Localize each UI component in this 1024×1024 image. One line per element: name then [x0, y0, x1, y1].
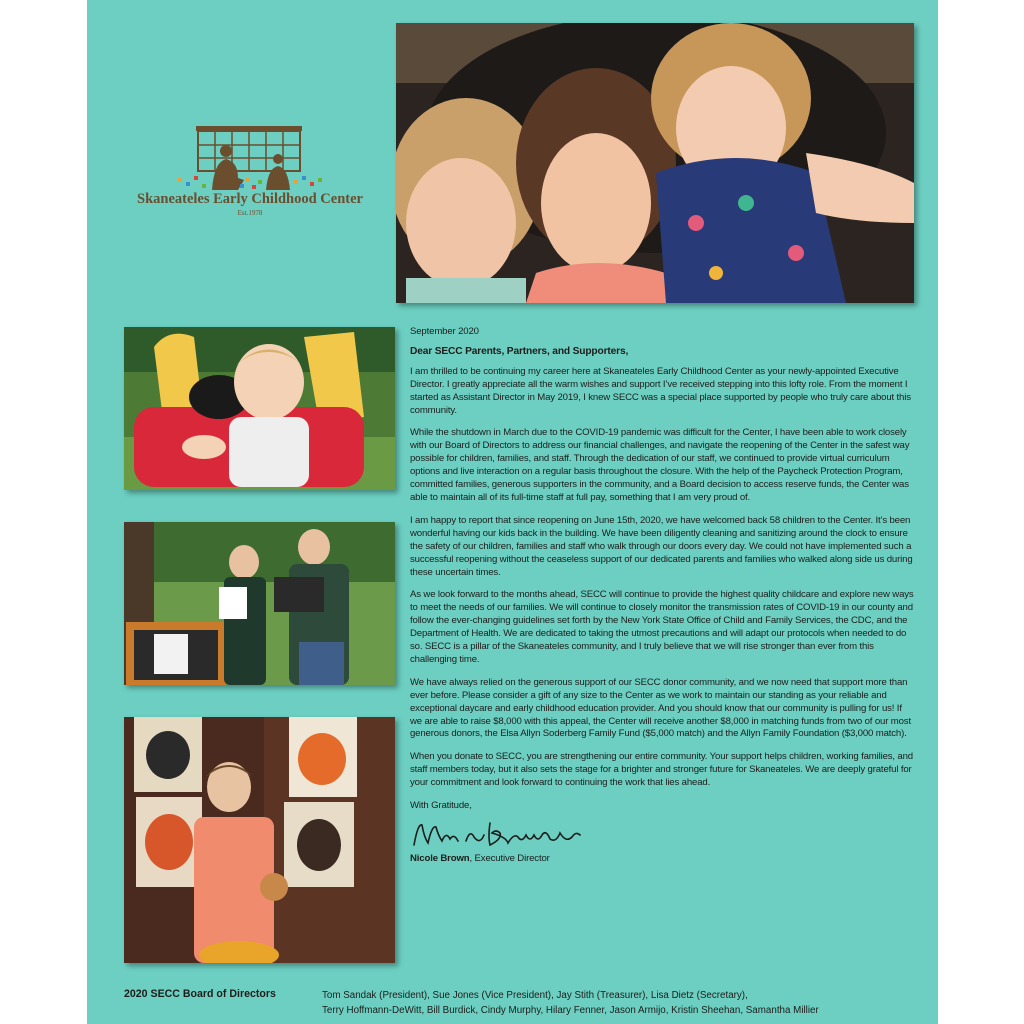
photo-staff-masks — [124, 522, 395, 685]
photo-three-girls — [396, 23, 914, 303]
board-members-line: Terry Hoffmann-DeWitt, Bill Burdick, Cindy Murphy, Hilary Fenner, Jason Armijo, Kristin Sheehan, Samantha Millier — [322, 1005, 819, 1016]
signer — [410, 853, 915, 866]
letter-paragraph: I am happy to report that since reopening on June 15th, 2020, we have welcomed back 58 children to the Center. It’s been wonderful having our kids back in the building. We have been diligently cleaning and sanitizing around the clock to ensure the safety of our children, families and staff who walk through our doors every day. We could not have implemented such a successful reopening without the ceaseless support of our dedicated parents and families who walked along side us during these uncertain times. — [410, 514, 913, 578]
signature-icon — [410, 815, 585, 851]
letter-paragraph: While the shutdown in March due to the COVID-19 pandemic was difficult for the Center, I have been able to work closely with our Board of Directors to address our financial challenges, and navigate the reopening of the Center in the safest way possible for children, families, and staff. Through the dedication of our staff, we continued to provide virtual curriculum options and live interaction on a regular basis throughout the closure. With the help of the Paycheck Protection Program, committed families, generous supporters in the community, and a Board decision to access reserve funds, the Center was able to maintain all of its full-time staff at full pay, something that I am very proud of. — [410, 427, 910, 503]
photo-toddler-car — [124, 327, 395, 490]
board-members — [322, 988, 922, 1018]
letter-paragraph: I am thrilled to be continuing my career here at Skaneateles Early Childhood Center as your newly-appointed Executive Director. I greatly appreciate all the warm wishes and support I’ve received stepping into this lofty role. From the moment I started as Assistant Director in May 2019, I knew SECC was a special place supported by people who truly care about this community. — [410, 365, 911, 416]
signer-name: Nicole Brown — [410, 853, 470, 864]
board-title: 2020 SECC Board of Directors — [124, 988, 276, 1000]
logo-established: Est.1978 — [237, 209, 263, 217]
letter-salutation: Dear SECC Parents, Partners, and Supporters, — [410, 345, 629, 357]
signer-title: , Executive Director — [469, 853, 550, 864]
letter-paragraph: We have always relied on the generous support of our SECC donor community, and we now need that support more than ever before. Please consider a gift of any size to the Center as we work to maintain our standing as your reliable and exceptional daycare and early childhood education provider. And you should know that our community is pulling for us! If we are able to raise $8,000 with this appeal, the Center will receive another $8,000 in matching funds from two of our most generous donors, the Elsa Allyn Soderberg Family Fund ($5,000 match) and the Allyn Family Foundation ($3,000 match). — [410, 676, 911, 740]
letter-date: September 2020 — [410, 326, 479, 337]
letter-paragraph: When you donate to SECC, you are strengthening our entire community. Your support helps children, working families, and staff members today, but it also sets the stage for a brighter and stronger future for Skaneateles. We are deeply grateful for your commitment and look forward to continuing the work that lies ahead. — [410, 751, 913, 789]
logo-name: Skaneateles Early Childhood Center — [137, 191, 363, 207]
letter-paragraph: As we look forward to the months ahead, SECC will continue to provide the highest quality childcare and explore new ways to meet the needs of our families. We will continue to closely monitor the transmission rates of COVID-19 in our county and follow the ever-changing guidelines set forth by the New York State Office of Child and Family Services, the CDC, and the Department of Health. We are dedicated to taking the utmost precautions and will adapt our protocols when needed to do so. SECC is a pillar of the Skaneateles community, and I truly believe that we will rise stronger than ever from this challenging time. — [410, 589, 914, 665]
photo-boy-artwork — [124, 717, 395, 963]
letter-body — [410, 326, 915, 866]
secc-logo — [126, 118, 374, 230]
letter-closing: With Gratitude, — [410, 800, 472, 812]
logo-graphic-icon — [126, 118, 374, 193]
board-members-line: Tom Sandak (President), Sue Jones (Vice President), Jay Stith (Treasurer), Lisa Dietz (Secretary), — [322, 990, 748, 1001]
